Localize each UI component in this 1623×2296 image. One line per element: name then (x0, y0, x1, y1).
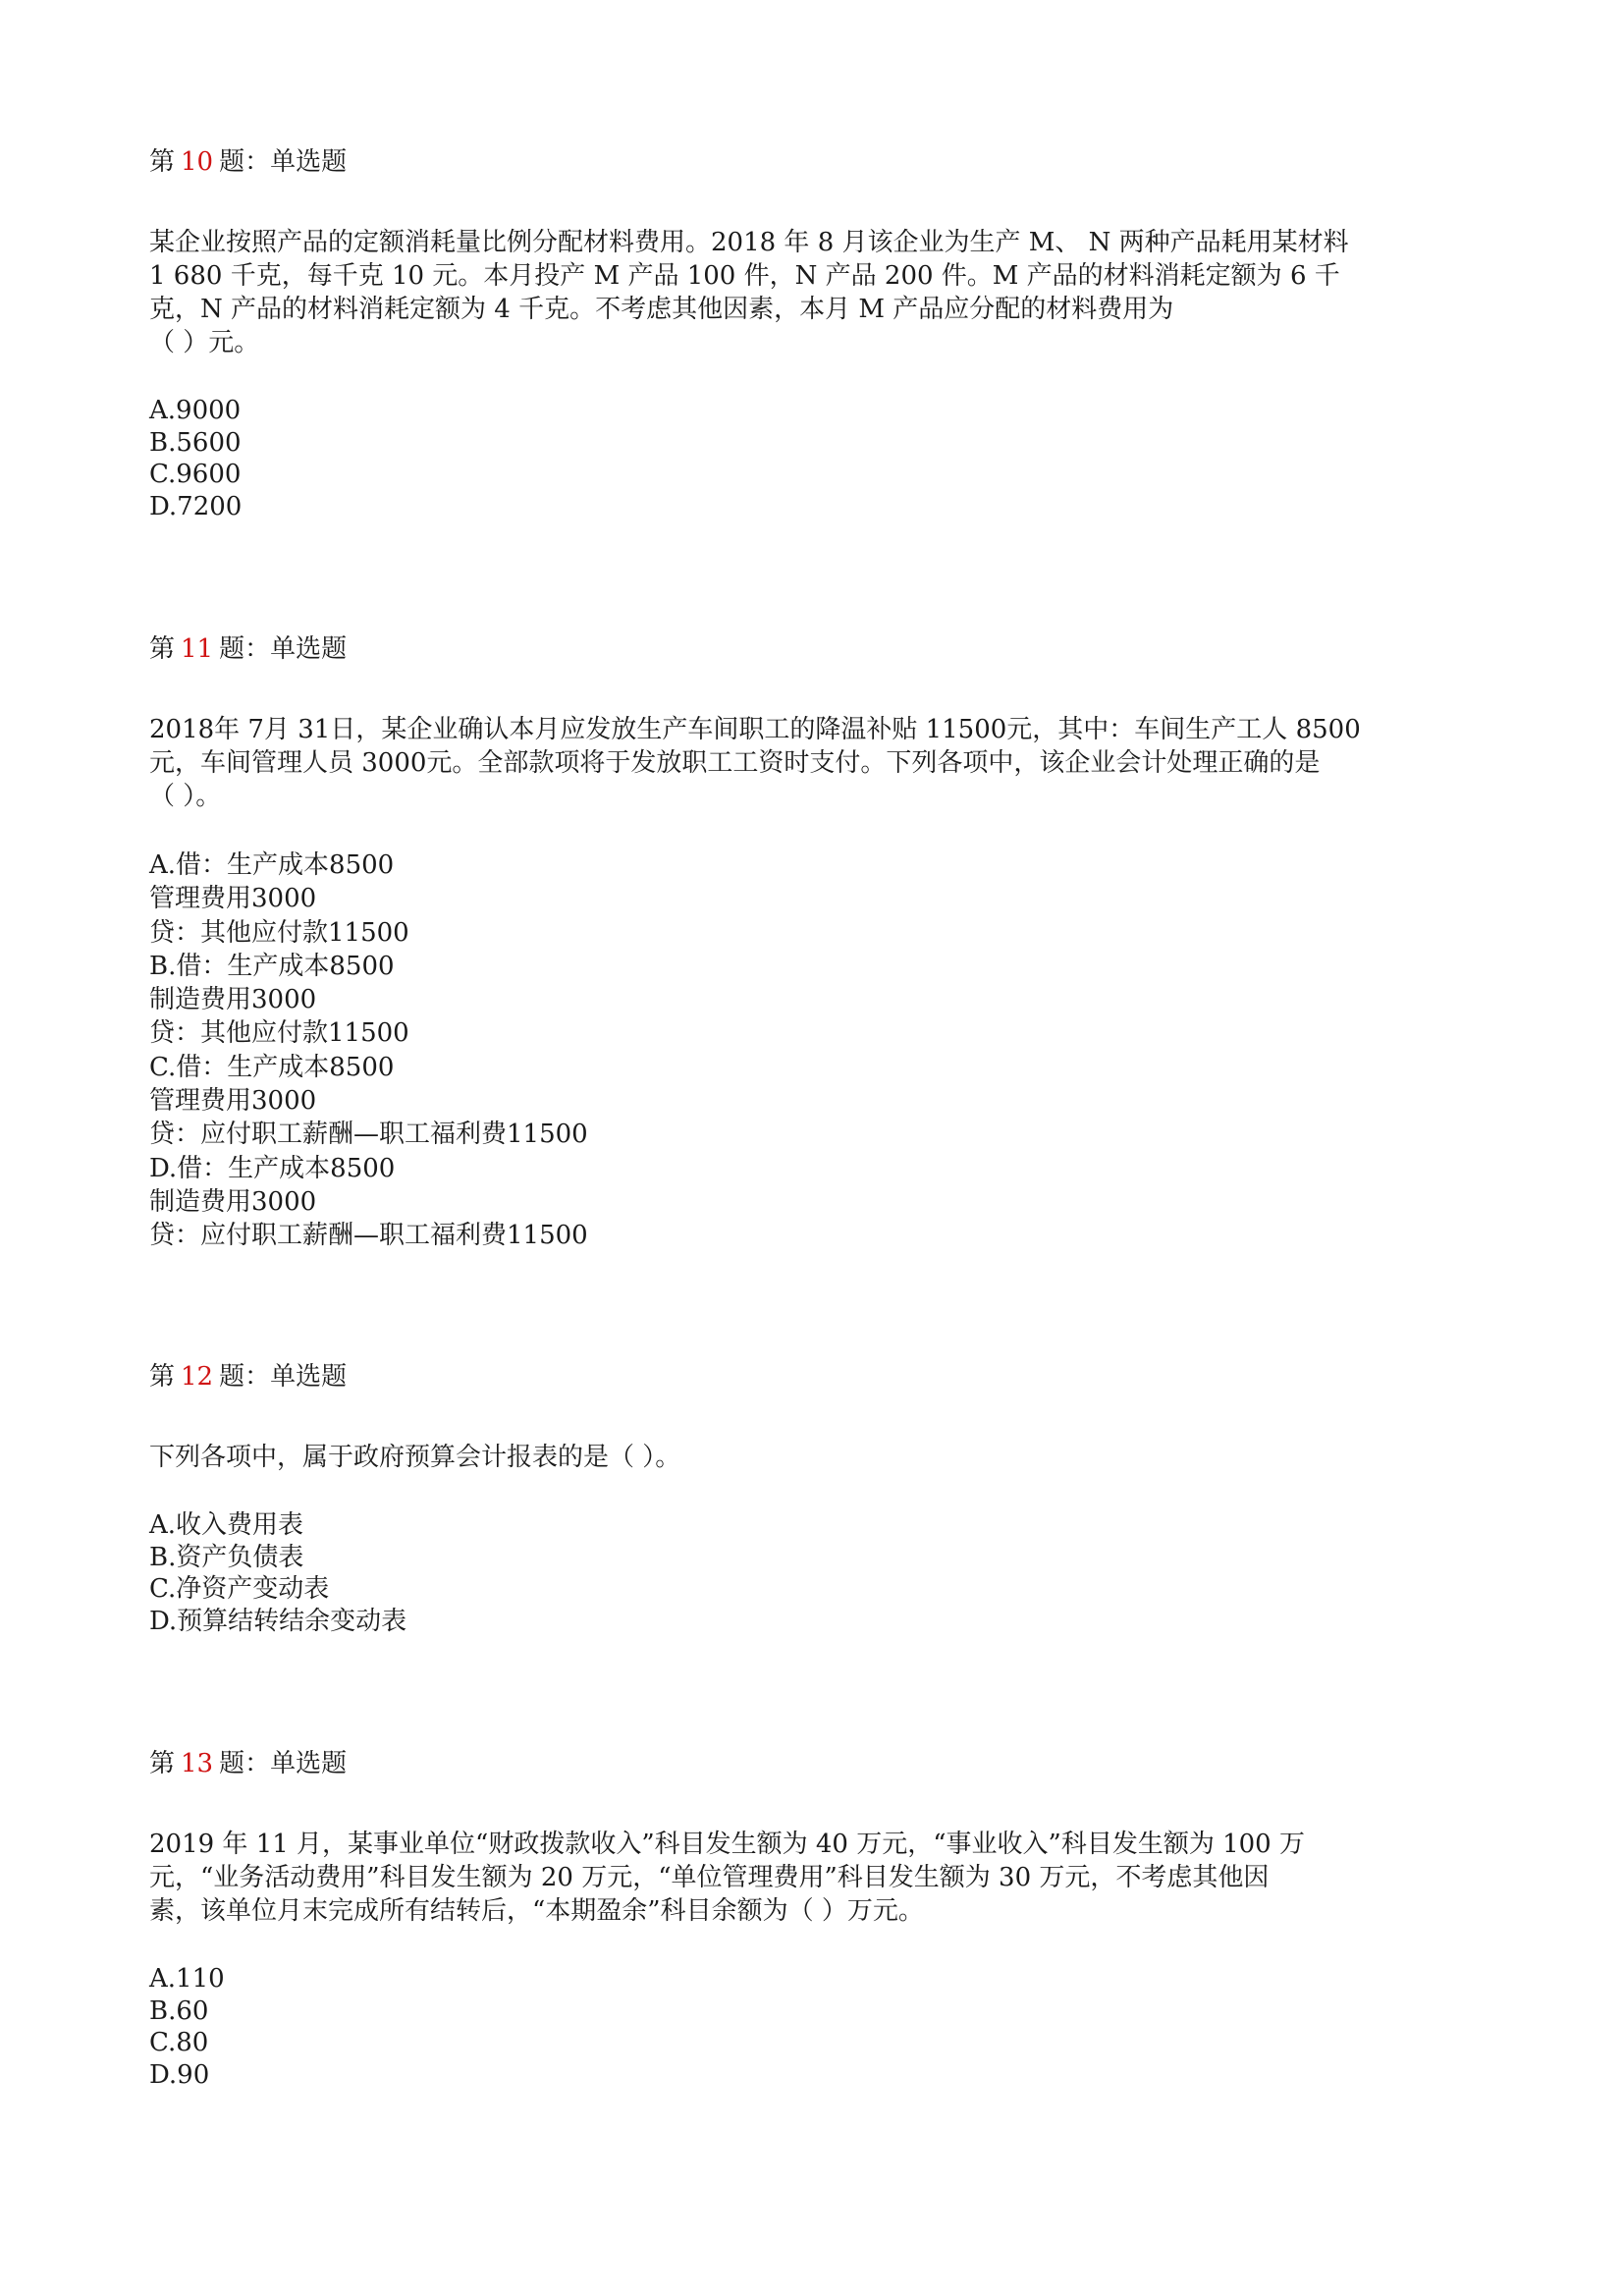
question-10 (149, 145, 1494, 522)
options-list (149, 395, 1494, 522)
option-line: 贷：应付职工薪酬—职工福利费11500 (149, 1120, 588, 1150)
option-a: A.9000 (149, 396, 242, 425)
question-stem (149, 1828, 1494, 1928)
question-12 (149, 1360, 1494, 1637)
option-a: A.110 (149, 1964, 225, 1994)
stem-line: 下列各项中，属于政府预算会计报表的是（ ）。 (149, 1443, 681, 1472)
option-line: 贷：其他应付款11500 (149, 1018, 409, 1049)
question-label-prefix: 第 (149, 1749, 176, 1778)
option-line: 管理费用3000 (149, 884, 317, 914)
stem-line: 素，该单位月末完成所有结转后，“本期盈余”科目余额为（ ）万元。 (149, 1896, 924, 1926)
option-line: 管理费用3000 (149, 1086, 317, 1117)
question-11 (149, 632, 1494, 1253)
question-type-label: 题：单选题 (219, 147, 348, 177)
question-type-label: 题：单选题 (219, 1362, 348, 1392)
option-line: 制造费用3000 (149, 985, 317, 1015)
option-d: D.借：生产成本8500 (149, 1153, 396, 1183)
option-c: C.借：生产成本8500 (149, 1052, 395, 1082)
options-list (149, 1963, 1494, 2091)
question-label-prefix: 第 (149, 147, 176, 177)
question-label-prefix: 第 (149, 1362, 176, 1392)
option-c: C.80 (149, 2028, 209, 2057)
option-c: C.净资产变动表 (149, 1574, 330, 1604)
stem-line: （ ）元。 (149, 328, 260, 357)
question-number: 13 (181, 1749, 214, 1778)
stem-line: 元，车间管理人员 3000元。全部款项将于发放职工工资时支付。下列各项中，该企业会计处理正确的是 (149, 748, 1321, 778)
stem-line: 元，“业务活动费用”科目发生额为 20 万元，“单位管理费用”科目发生额为 30 万元，不考虑其他因 (149, 1863, 1270, 1892)
stem-line: 1 680 千克，每千克 10 元。本月投产 M 产品 100 件，N 产品 200 件。M 产品的材料消耗定额为 6 千 (149, 261, 1340, 291)
question-13 (149, 1747, 1494, 2091)
question-number: 12 (181, 1362, 214, 1392)
stem-line: （ ）。 (149, 782, 222, 811)
question-header (149, 632, 1494, 666)
option-line: 贷：其他应付款11500 (149, 917, 409, 948)
question-type-label: 题：单选题 (219, 634, 348, 664)
stem-line: 克，N 产品的材料消耗定额为 4 千克。不考虑其他因素，本月 M 产品应分配的材料费用为 (149, 295, 1174, 324)
question-header (149, 1360, 1494, 1394)
option-a: A.借：生产成本8500 (149, 850, 395, 880)
question-stem (149, 713, 1494, 813)
option-line: 贷：应付职工薪酬—职工福利费11500 (149, 1221, 588, 1251)
stem-line: 2018年 7月 31日，某企业确认本月应发放生产车间职工的降温补贴 11500元，其中：车间生产工人 8500 (149, 715, 1361, 744)
question-type-label: 题：单选题 (219, 1749, 348, 1778)
option-c: C.9600 (149, 460, 242, 489)
question-header (149, 1747, 1494, 1780)
option-a: A.收入费用表 (149, 1510, 304, 1540)
options-list (149, 848, 1494, 1253)
option-b: B.5600 (149, 427, 242, 458)
option-b: B.借：生产成本8500 (149, 951, 395, 981)
options-list (149, 1509, 1494, 1637)
option-d: D.7200 (149, 491, 243, 521)
question-number: 11 (181, 634, 214, 664)
stem-line: 2019 年 11 月，某事业单位“财政拨款收入”科目发生额为 40 万元，“事业收入”科目发生额为 100 万 (149, 1830, 1305, 1859)
option-d: D.预算结转结余变动表 (149, 1606, 407, 1636)
question-stem (149, 1441, 1494, 1474)
option-b: B.资产负债表 (149, 1542, 304, 1572)
question-label-prefix: 第 (149, 634, 176, 664)
question-header (149, 145, 1494, 179)
option-d: D.90 (149, 2059, 210, 2090)
option-line: 制造费用3000 (149, 1186, 317, 1217)
question-number: 10 (181, 147, 214, 177)
question-stem (149, 226, 1494, 359)
stem-line: 某企业按照产品的定额消耗量比例分配材料费用。2018 年 8 月该企业为生产 M、 N 两种产品耗用某材料 (149, 228, 1349, 257)
option-b: B.60 (149, 1995, 209, 2026)
